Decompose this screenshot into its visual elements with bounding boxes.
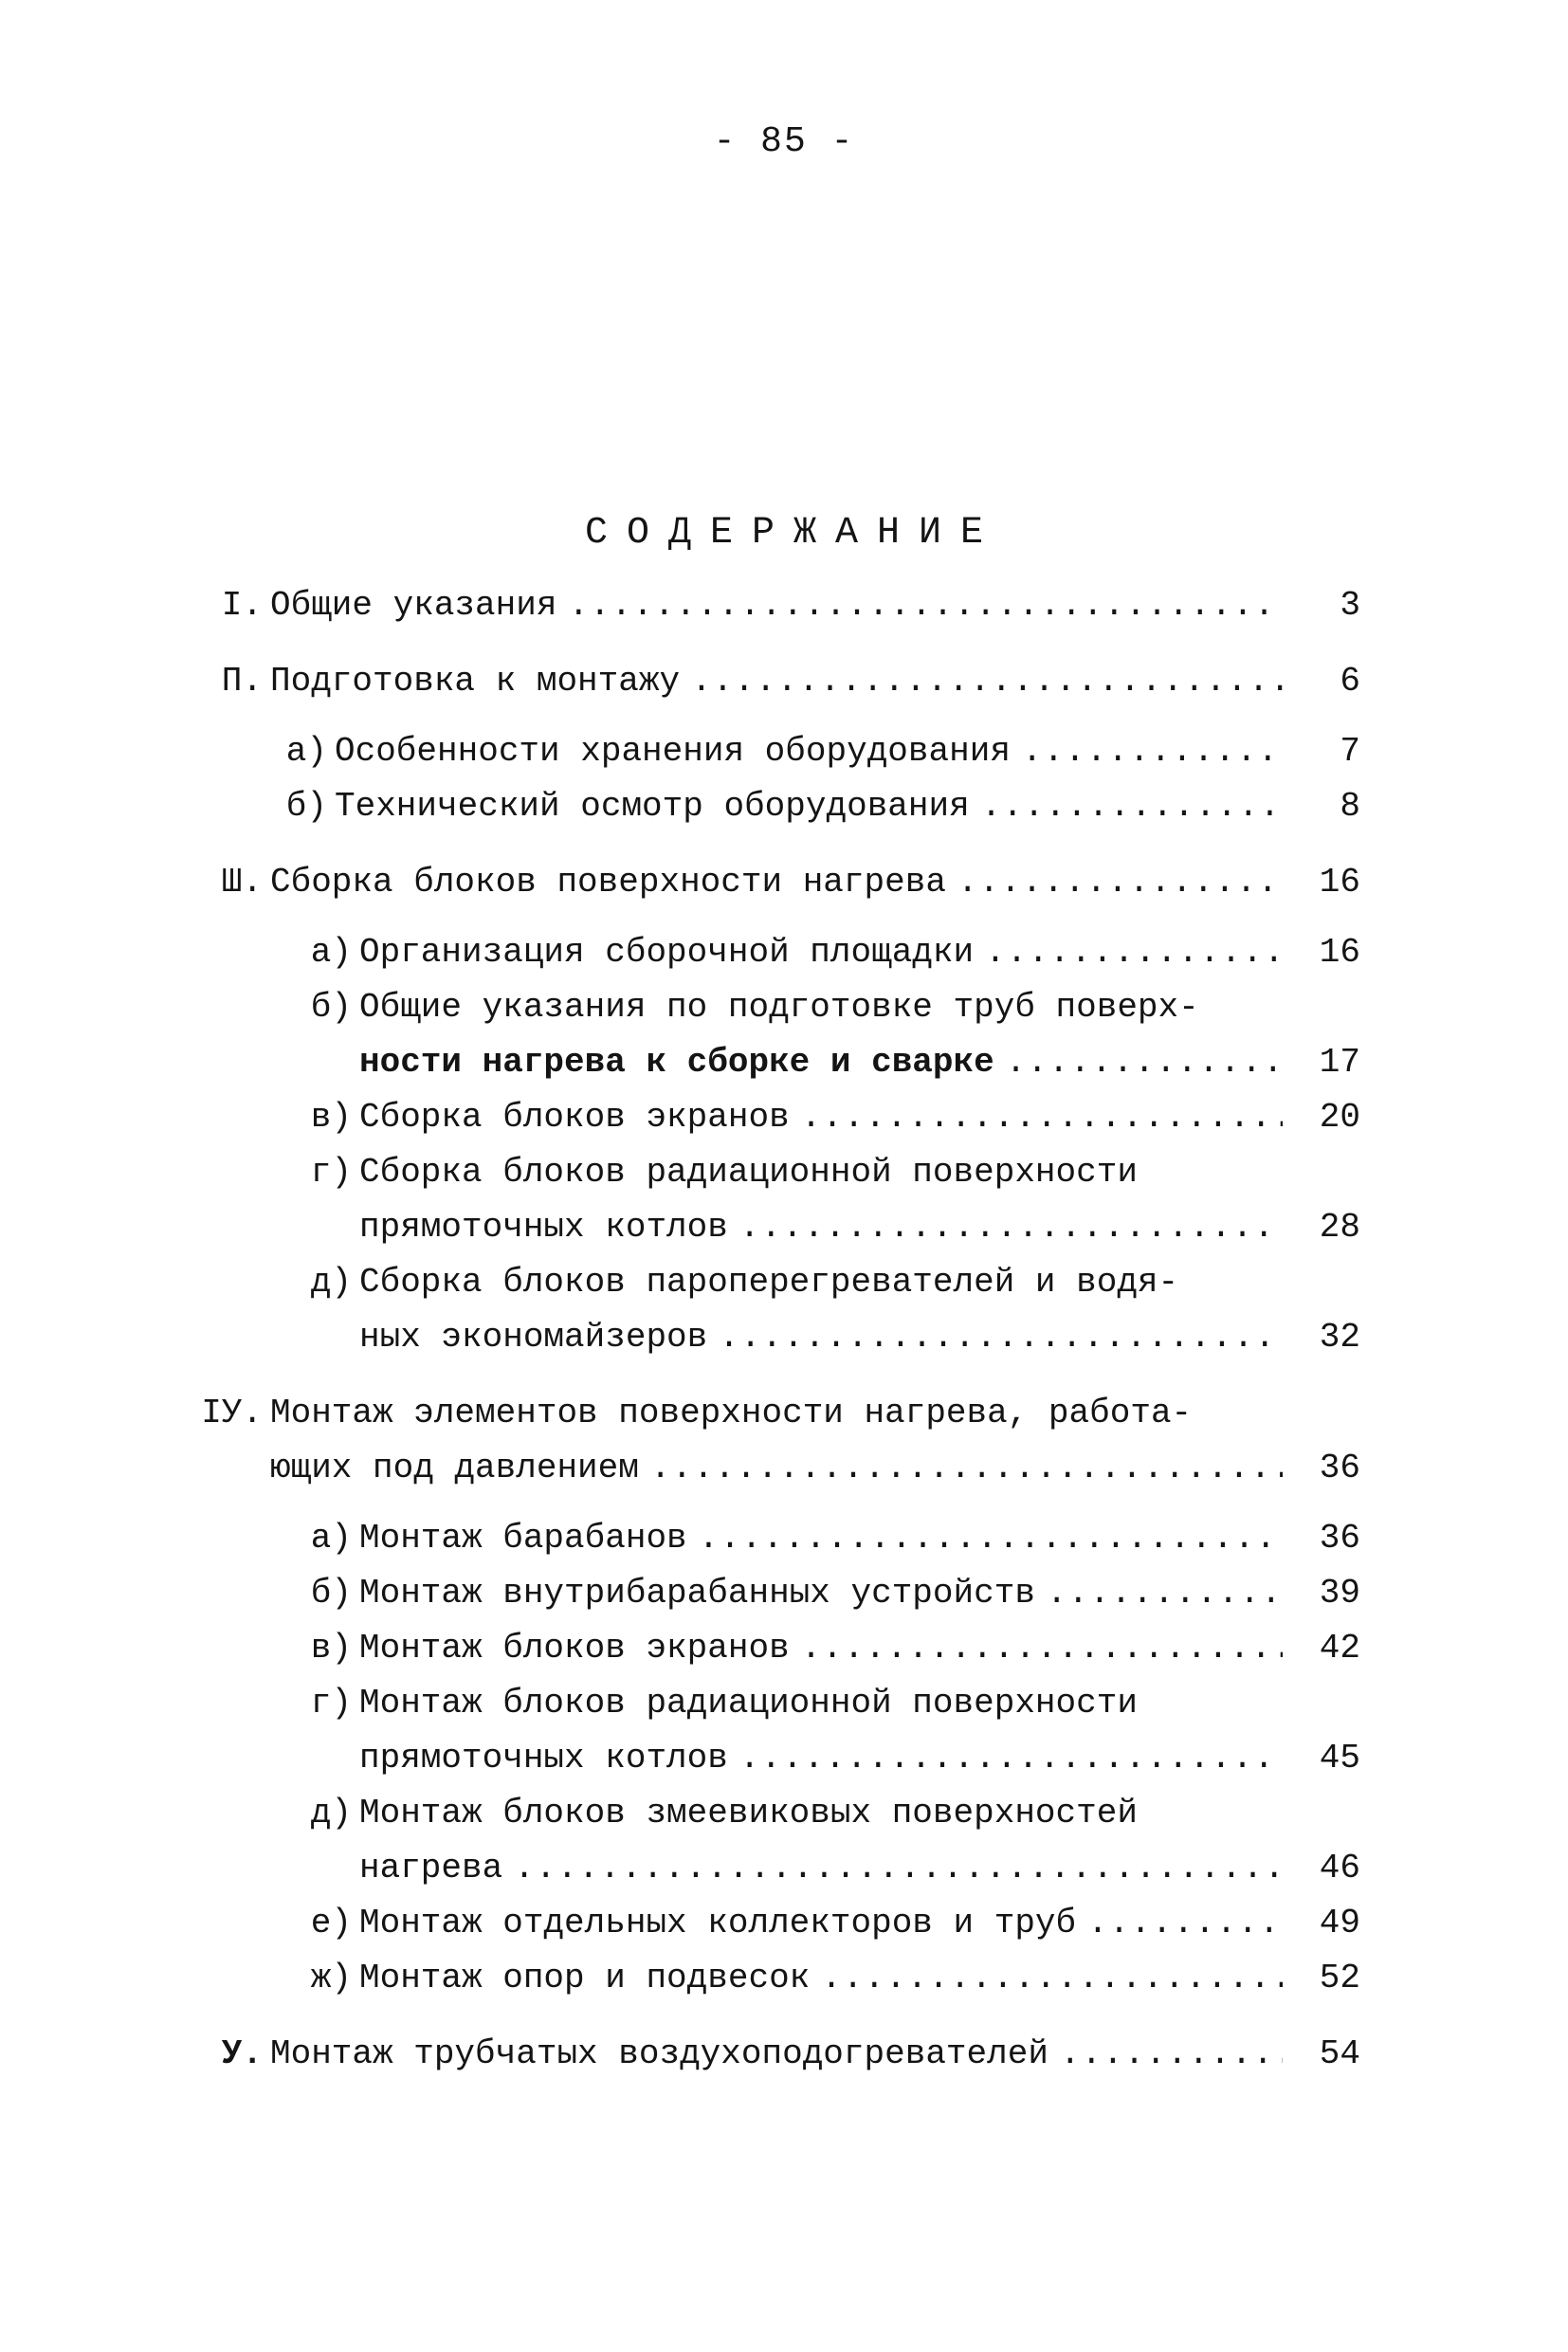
toc-subsection[interactable]: [185, 1566, 1360, 1621]
toc-subsection[interactable]: [185, 1090, 1360, 1145]
subsection-title-line-2: ных экономайзеров: [359, 1318, 708, 1357]
dot-leader: [801, 1621, 1283, 1676]
subsection-letter: ж): [310, 1959, 352, 1997]
page-ref: 28: [1319, 1208, 1360, 1247]
page-ref: 42: [1319, 1629, 1360, 1668]
toc-subsection[interactable]: [185, 1951, 1360, 2006]
toc-subsection[interactable]: [185, 1255, 1360, 1365]
section-number: I.: [221, 586, 263, 625]
page-ref: 16: [1319, 863, 1360, 902]
subsection-letter: а): [310, 933, 352, 972]
page-ref: 39: [1319, 1574, 1360, 1613]
dot-leader: [514, 1841, 1283, 1896]
section-title: Сборка блоков поверхности нагрева: [270, 863, 946, 902]
page-ref: 46: [1319, 1849, 1360, 1887]
subsection-letter: д): [310, 1794, 352, 1832]
subsection-title: Монтаж отдельных коллекторов и труб: [359, 1904, 1077, 1942]
subsection-title-line-2: прямоточных котлов: [359, 1739, 728, 1778]
subsection-letter: г): [310, 1153, 352, 1192]
toc-subsection[interactable]: [185, 925, 1360, 980]
dot-leader: [981, 779, 1283, 834]
subsection-title-line-1: Общие указания по подготовке труб поверх-: [359, 988, 1199, 1027]
section-title: Монтаж трубчатых воздухоподогревателей: [270, 2034, 1048, 2073]
section-number: У.: [221, 2034, 263, 2073]
subsection-title: Особенности хранения оборудования: [335, 732, 1011, 771]
page-ref: 36: [1319, 1449, 1360, 1487]
dot-leader: [801, 1090, 1283, 1145]
toc-section-2[interactable]: [185, 654, 1360, 709]
toc-subsection[interactable]: [185, 779, 1360, 834]
toc-subsection[interactable]: [185, 1511, 1360, 1566]
dot-leader: [739, 1731, 1283, 1786]
subsection-letter: а): [310, 1519, 352, 1558]
page-ref: 6: [1340, 662, 1360, 701]
section-number: IУ.: [201, 1394, 263, 1432]
page-ref: 7: [1340, 732, 1360, 771]
toc-subsection[interactable]: [185, 1676, 1360, 1786]
page-ref: 32: [1319, 1318, 1360, 1357]
page-number: - 85 -: [713, 121, 855, 162]
toc-subsection[interactable]: [185, 1786, 1360, 1896]
dot-leader: [957, 855, 1283, 910]
subsection-title: Монтаж внутрибарабанных устройств: [359, 1574, 1035, 1613]
section-title: Подготовка к монтажу: [270, 662, 681, 701]
toc-section-1[interactable]: [185, 578, 1360, 633]
section-title-line-1: Монтаж элементов поверхности нагрева, работа-: [270, 1394, 1193, 1432]
dot-leader: [1087, 1896, 1283, 1951]
subsection-title-line-1: Монтаж блоков радиационной поверхности: [359, 1684, 1138, 1723]
page-ref: 20: [1319, 1098, 1360, 1137]
subsection-title-line-2: ности нагрева к сборке и сварке: [359, 1043, 994, 1082]
page-ref: 54: [1319, 2034, 1360, 2073]
toc-subsection[interactable]: [185, 980, 1360, 1090]
dot-leader: [1060, 2027, 1283, 2082]
table-of-contents: [185, 578, 1360, 2082]
page-ref: 52: [1319, 1959, 1360, 1997]
dot-leader: [985, 925, 1283, 980]
dot-leader: [821, 1951, 1283, 2006]
subsection-title: Монтаж барабанов: [359, 1519, 687, 1558]
dot-leader: [699, 1511, 1283, 1566]
page-ref: 49: [1319, 1904, 1360, 1942]
page-ref: 3: [1340, 586, 1360, 625]
subsection-title: Сборка блоков экранов: [359, 1098, 790, 1137]
toc-subsection[interactable]: [185, 1896, 1360, 1951]
dot-leader: [568, 578, 1283, 633]
page-ref: 45: [1319, 1739, 1360, 1778]
subsection-title-line-2: прямоточных котлов: [359, 1208, 728, 1247]
subsection-letter: б): [310, 988, 352, 1027]
toc-subsection[interactable]: [185, 1145, 1360, 1255]
subsection-title: Организация сборочной площадки: [359, 933, 975, 972]
subsection-letter: б): [310, 1574, 352, 1613]
subsection-letter: в): [310, 1098, 352, 1137]
dot-leader: [739, 1200, 1283, 1255]
page-ref: 16: [1319, 933, 1360, 972]
subsection-title: Технический осмотр оборудования: [335, 787, 970, 826]
dot-leader: [1047, 1566, 1283, 1621]
subsection-letter: б): [285, 787, 327, 826]
dot-leader: [691, 654, 1283, 709]
toc-subsection[interactable]: [185, 1621, 1360, 1676]
toc-subsection[interactable]: [185, 724, 1360, 779]
section-number: П.: [221, 662, 263, 701]
subsection-title: Монтаж опор и подвесок: [359, 1959, 811, 1997]
dot-leader: [650, 1441, 1283, 1496]
section-title: Общие указания: [270, 586, 557, 625]
page-ref: 8: [1340, 787, 1360, 826]
subsection-letter: а): [285, 732, 327, 771]
subsection-letter: г): [310, 1684, 352, 1723]
page-ref: 36: [1319, 1519, 1360, 1558]
toc-section-5[interactable]: [185, 2027, 1360, 2082]
section-number: Ш.: [221, 863, 263, 902]
section-title-line-2: ющих под давлением: [270, 1449, 639, 1487]
subsection-title-line-2: нагрева: [359, 1849, 503, 1887]
dot-leader: [1006, 1035, 1283, 1090]
toc-section-3[interactable]: [185, 855, 1360, 910]
subsection-title-line-1: Сборка блоков пароперегревателей и водя-: [359, 1263, 1179, 1302]
subsection-title-line-1: Сборка блоков радиационной поверхности: [359, 1153, 1138, 1192]
toc-title: СОДЕРЖАНИЕ: [584, 512, 1003, 555]
subsection-letter: е): [310, 1904, 352, 1942]
subsection-letter: в): [310, 1629, 352, 1668]
page-ref: 17: [1319, 1043, 1360, 1082]
subsection-title: Монтаж блоков экранов: [359, 1629, 790, 1668]
subsection-title-line-1: Монтаж блоков змеевиковых поверхностей: [359, 1794, 1138, 1832]
dot-leader: [719, 1310, 1283, 1365]
dot-leader: [1022, 724, 1283, 779]
toc-section-4[interactable]: [185, 1386, 1360, 1496]
subsection-letter: д): [310, 1263, 352, 1302]
